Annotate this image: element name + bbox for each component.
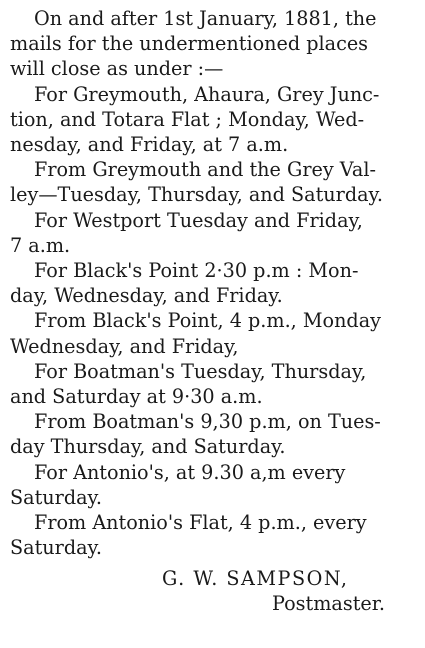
text-line: On and after 1st January, 1881, the [34, 7, 377, 30]
entry-greymouth-from [10, 157, 413, 207]
text-line: For Westport Tuesday and Friday, [34, 208, 363, 232]
text-line: nesday, and Friday, at 7 a.m. [10, 133, 289, 157]
intro-paragraph [10, 6, 413, 82]
text-line: For Boatman's Tuesday, Thursday, [34, 359, 367, 383]
text-line: day Thursday, and Saturday. [10, 435, 286, 459]
entry-antonios-for [10, 460, 413, 510]
text-line: From Boatman's 9,30 p.m, on Tues- [34, 410, 381, 434]
text-line: From Greymouth and the Grey Val- [34, 158, 376, 182]
text-line: mails for the undermentioned places [10, 32, 369, 56]
entry-westport-for [10, 208, 413, 258]
text-line: From Black's Point, 4 p.m., Monday [34, 309, 381, 333]
text-line: tion, and Totara Flat ; Monday, Wed- [10, 107, 365, 131]
text-line: and Saturday at 9·30 a.m. [10, 385, 263, 409]
text-line: ley—Tuesday, Thursday, and Saturday. [10, 183, 383, 207]
signatory-name: G. W. SAMPSON, [162, 567, 349, 591]
text-line: For Antonio's, at 9.30 a,m every [34, 460, 346, 484]
entry-greymouth-for [10, 82, 413, 158]
text-line: day, Wednesday, and Friday. [10, 284, 283, 308]
text-line: Saturday. [10, 536, 102, 560]
text-line: will close as under :— [10, 57, 224, 81]
signatory-title: Postmaster. [272, 592, 385, 616]
entry-boatmans-for [10, 359, 413, 409]
text-line: 7 a.m. [10, 233, 71, 257]
entry-antonios-from [10, 510, 413, 560]
text-line: Wednesday, and Friday, [10, 334, 239, 358]
entry-blacks-point-for [10, 258, 413, 308]
entry-blacks-point-from [10, 308, 413, 358]
text-line: Saturday. [10, 485, 102, 509]
entry-boatmans-from [10, 409, 413, 459]
text-line: For Greymouth, Ahaura, Grey Junc- [34, 82, 380, 106]
text-line: From Antonio's Flat, 4 p.m., every [34, 511, 367, 535]
text-line: For Black's Point 2·30 p.m : Mon- [34, 259, 359, 283]
